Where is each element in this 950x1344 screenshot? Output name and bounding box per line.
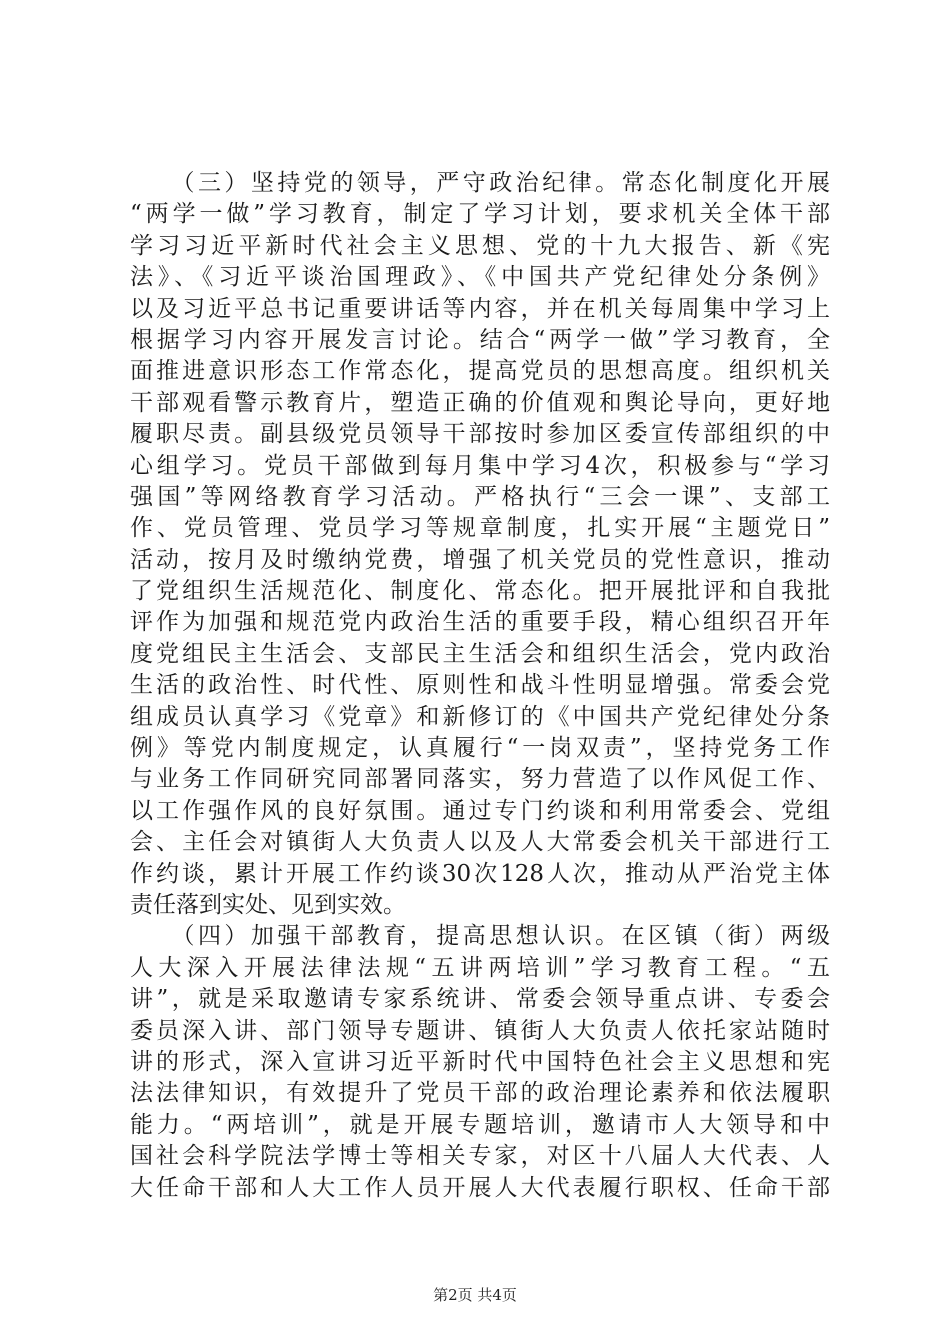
text-line: 作、党员管理、党员学习等规章制度，扎实开展“主题党日” [130,515,830,542]
text-line: “两学一做”学习教育，制定了学习计划，要求机关全体干部 [130,201,830,228]
text-line: 生活的政治性、时代性、原则性和战斗性明显增强。常委会党 [130,672,830,699]
text-line: 责任落到实处、见到实效。 [130,891,406,918]
text-line: 委员深入讲、部门领导专题讲、镇街人大负责人依托家站随时 [130,1017,830,1044]
document-body [130,168,830,1204]
text-line: 法法律知识，有效提升了党员干部的政治理论素养和依法履职 [130,1080,830,1107]
text-line: （三）坚持党的领导，严守政治纪律。常态化制度化开展 [130,170,830,196]
text-line: 面推进意识形态工作常态化，提高党员的思想高度。组织机关 [130,358,830,385]
text-line: 学习习近平新时代社会主义思想、党的十九大报告、新《宪 [130,232,830,259]
text-line: （四）加强干部教育，提高思想认识。在区镇（街）两级 [130,923,830,950]
text-line: 干部观看警示教育片，塑造正确的价值观和舆论导向，更好地 [130,389,830,416]
text-line: 根据学习内容开展发言讨论。结合“两学一做”学习教育，全 [130,326,830,353]
text-line: 以工作强作风的良好氛围。通过专门约谈和利用常委会、党组 [130,797,830,824]
text-line: 与业务工作同研究同部署同落实，努力营造了以作风促工作、 [130,766,830,793]
text-line: 能力。“两培训”，就是开展专题培训，邀请市人大领导和中 [130,1111,830,1138]
text-line: 会、主任会对镇街人大负责人以及人大常委会机关干部进行工 [130,829,830,856]
text-line: 例》等党内制度规定，认真履行“一岗双责”，坚持党务工作 [130,735,830,762]
text-line: 讲的形式，深入宣讲习近平新时代中国特色社会主义思想和宪 [130,1048,830,1075]
page-number: 第2页 共4页 [433,1286,517,1304]
text-line: 心组学习。党员干部做到每月集中学习4次，积极参与“学习 [130,452,830,479]
text-line: 强国”等网络教育学习活动。严格执行“三会一课”、支部工 [130,483,830,510]
text-line: 人大深入开展法律法规“五讲两培训”学习教育工程。“五 [130,954,830,981]
text-line: 履职尽责。副县级党员领导干部按时参加区委宣传部组织的中 [130,421,830,448]
text-line: 讲”，就是采取邀请专家系统讲、常委会领导重点讲、专委会 [130,986,830,1013]
text-line: 大任命干部和人大工作人员开展人大代表履行职权、任命干部 [130,1174,830,1201]
text-line: 以及习近平总书记重要讲话等内容，并在机关每周集中学习上 [130,295,830,322]
text-line: 活动，按月及时缴纳党费，增强了机关党员的党性意识，推动 [130,546,830,573]
text-line: 度党组民主生活会、支部民主生活会和组织生活会，党内政治 [130,640,830,667]
text-line: 了党组织生活规范化、制度化、常态化。把开展批评和自我批 [130,578,830,605]
text-line: 国社会科学院法学博士等相关专家，对区十八届人大代表、人 [130,1143,830,1170]
text-line: 作约谈，累计开展工作约谈30次128人次，推动从严治党主体 [130,860,830,887]
text-line: 组成员认真学习《党章》和新修订的《中国共产党纪律处分条 [130,703,830,730]
text-line: 评作为加强和规范党内政治生活的重要手段，精心组织召开年 [130,609,830,636]
page-footer [0,1285,950,1305]
text-line: 法》、《习近平谈治国理政》、《中国共产党纪律处分条例》 [130,264,830,291]
